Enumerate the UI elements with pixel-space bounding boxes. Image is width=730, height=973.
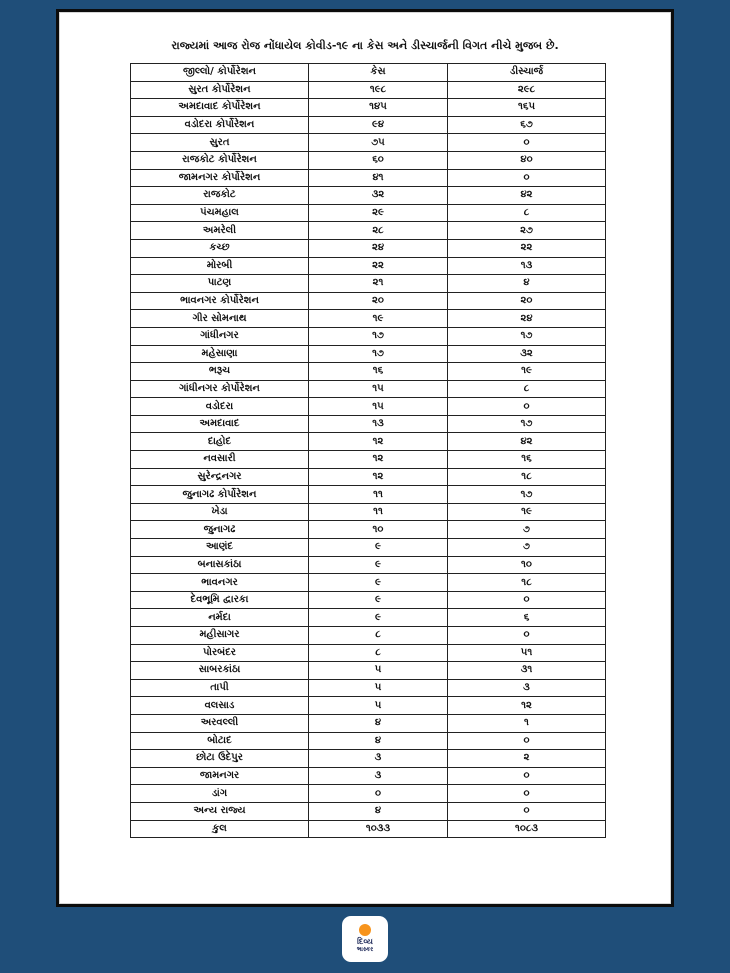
header-district: જીલ્લો/ કોર્પોરેશન xyxy=(131,64,309,82)
cell-cases: ૬૦ xyxy=(309,151,448,169)
table-row xyxy=(131,627,606,645)
cell-cases: ૧૫ xyxy=(309,398,448,416)
table-row xyxy=(131,116,606,134)
cell-cases: ૯ xyxy=(309,574,448,592)
table-row xyxy=(131,750,606,768)
cell-district: સાબરકાંઠા xyxy=(131,662,309,680)
cell-district: સુરત xyxy=(131,134,309,152)
cell-district: અમરેલી xyxy=(131,222,309,240)
cell-cases: ૧૦૩૩ xyxy=(309,820,448,838)
cell-discharge: ૧૮ xyxy=(448,574,606,592)
table-row xyxy=(131,486,606,504)
cell-discharge: ૧૦૮૩ xyxy=(448,820,606,838)
cell-district: નવસારી xyxy=(131,451,309,469)
table-row xyxy=(131,574,606,592)
table-row xyxy=(131,327,606,345)
cell-cases: ૧૨ xyxy=(309,433,448,451)
cell-cases: ૧૨ xyxy=(309,451,448,469)
cell-cases: ૦ xyxy=(309,785,448,803)
cell-discharge: ૩૨ xyxy=(448,345,606,363)
cell-district: જામનગર xyxy=(131,767,309,785)
cell-district: અન્ય રાજ્ય xyxy=(131,802,309,820)
cell-district: ભાવનગર xyxy=(131,574,309,592)
document-frame xyxy=(56,9,674,907)
header-discharge: ડીસ્ચાર્જ xyxy=(448,64,606,82)
cell-cases: ૧૭ xyxy=(309,345,448,363)
logo-text-line1: દિવ્ય xyxy=(357,937,373,946)
cell-cases: ૨૨ xyxy=(309,257,448,275)
cell-district: નર્મદા xyxy=(131,609,309,627)
document-title: રાજ્યમાં આજ રોજ નોંધાયેલ કોવીડ-૧૯ ના કેસ અને ડીસ્ચાર્જની વિગત નીચે મુજબ છે. xyxy=(171,39,559,52)
table-row xyxy=(131,204,606,222)
cell-discharge: ૦ xyxy=(448,802,606,820)
cell-district: સુરત કોર્પોરેશન xyxy=(131,81,309,99)
cell-cases: ૧૪૫ xyxy=(309,99,448,117)
table-row xyxy=(131,433,606,451)
cell-cases: ૮ xyxy=(309,644,448,662)
cell-cases: ૧૧ xyxy=(309,486,448,504)
cell-district: પોરબંદર xyxy=(131,644,309,662)
cell-cases: ૫ xyxy=(309,679,448,697)
cell-cases: ૩ xyxy=(309,750,448,768)
logo-dot-icon xyxy=(359,924,371,936)
cell-discharge: ૦ xyxy=(448,785,606,803)
table-row xyxy=(131,503,606,521)
cell-district: રાજકોટ xyxy=(131,187,309,205)
cell-cases: ૨૮ xyxy=(309,222,448,240)
cell-cases: ૪ xyxy=(309,732,448,750)
table-row xyxy=(131,257,606,275)
cell-district: તાપી xyxy=(131,679,309,697)
cell-discharge: ૧ xyxy=(448,714,606,732)
table-row xyxy=(131,714,606,732)
cell-cases: ૫ xyxy=(309,697,448,715)
cell-district: બોટાદ xyxy=(131,732,309,750)
table-row xyxy=(131,767,606,785)
cell-discharge: ૮ xyxy=(448,204,606,222)
table-row xyxy=(131,380,606,398)
cell-district: વડોદરા xyxy=(131,398,309,416)
cell-cases: ૧૨ xyxy=(309,468,448,486)
cell-discharge: ૬૭ xyxy=(448,116,606,134)
table-row xyxy=(131,415,606,433)
cell-discharge: ૩ xyxy=(448,679,606,697)
cell-discharge: ૦ xyxy=(448,169,606,187)
cell-discharge: ૨૭ xyxy=(448,222,606,240)
table-row xyxy=(131,591,606,609)
table-row xyxy=(131,556,606,574)
cell-district: ગાંધીનગર xyxy=(131,327,309,345)
cell-discharge: ૪ xyxy=(448,275,606,293)
cell-discharge: ૨૨ xyxy=(448,239,606,257)
cell-discharge: ૦ xyxy=(448,134,606,152)
table-row xyxy=(131,169,606,187)
table-row xyxy=(131,99,606,117)
cell-discharge: ૧૭ xyxy=(448,486,606,504)
cell-discharge: ૨ xyxy=(448,750,606,768)
table-row xyxy=(131,468,606,486)
logo-text-line2: ભાસ્કર xyxy=(356,946,374,953)
cell-district: અમદાવાદ xyxy=(131,415,309,433)
cell-district: જુનાગઢ xyxy=(131,521,309,539)
cell-district: વલસાડ xyxy=(131,697,309,715)
cell-cases: ૫ xyxy=(309,662,448,680)
cell-discharge: ૩૧ xyxy=(448,662,606,680)
cell-cases: ૧૭ xyxy=(309,327,448,345)
table-header-row xyxy=(131,64,606,82)
cell-district: મોરબી xyxy=(131,257,309,275)
table-row xyxy=(131,398,606,416)
table-row xyxy=(131,363,606,381)
table-row xyxy=(131,345,606,363)
cell-district: ગીર સોમનાથ xyxy=(131,310,309,328)
cell-cases: ૯ xyxy=(309,609,448,627)
cell-district: છોટા ઉદેપુર xyxy=(131,750,309,768)
cell-district: જુનાગઢ કોર્પોરેશન xyxy=(131,486,309,504)
table-row xyxy=(131,187,606,205)
cell-discharge: ૦ xyxy=(448,591,606,609)
table-row xyxy=(131,609,606,627)
table-row xyxy=(131,81,606,99)
table-row xyxy=(131,785,606,803)
cell-district: રાજકોટ કોર્પોરેશન xyxy=(131,151,309,169)
cell-discharge: ૧૭ xyxy=(448,327,606,345)
cell-discharge: ૧૩ xyxy=(448,257,606,275)
divya-bhaskar-logo xyxy=(342,916,388,962)
cell-discharge: ૨૯૮ xyxy=(448,81,606,99)
cell-discharge: ૨૦ xyxy=(448,292,606,310)
cell-cases: ૨૧ xyxy=(309,275,448,293)
cell-cases: ૨૦ xyxy=(309,292,448,310)
cell-discharge: ૧૬૫ xyxy=(448,99,606,117)
cell-district: બનાસકાંઠા xyxy=(131,556,309,574)
cell-district: જામનગર કોર્પોરેશન xyxy=(131,169,309,187)
cell-cases: ૪ xyxy=(309,714,448,732)
cell-discharge: ૦ xyxy=(448,767,606,785)
cell-discharge: ૦ xyxy=(448,398,606,416)
cell-cases: ૨૯ xyxy=(309,204,448,222)
cell-district: આણંદ xyxy=(131,539,309,557)
cell-district: મહેસાણા xyxy=(131,345,309,363)
cell-cases: ૯ xyxy=(309,591,448,609)
table-row xyxy=(131,679,606,697)
table-row xyxy=(131,275,606,293)
header-cases: કેસ xyxy=(309,64,448,82)
cell-district: મહીસાગર xyxy=(131,627,309,645)
cell-discharge: ૬ xyxy=(448,609,606,627)
table-row xyxy=(131,662,606,680)
cell-discharge: ૧૯ xyxy=(448,503,606,521)
cell-district: અરવલ્લી xyxy=(131,714,309,732)
cell-cases: ૭૫ xyxy=(309,134,448,152)
cell-cases: ૩૨ xyxy=(309,187,448,205)
cell-cases: ૯ xyxy=(309,556,448,574)
table-total-row xyxy=(131,820,606,838)
cell-discharge: ૧૭ xyxy=(448,415,606,433)
table-row xyxy=(131,292,606,310)
cell-cases: ૧૬ xyxy=(309,363,448,381)
cell-discharge: ૧૮ xyxy=(448,468,606,486)
cell-discharge: ૭ xyxy=(448,521,606,539)
table-row xyxy=(131,697,606,715)
cell-district: કુલ xyxy=(131,820,309,838)
cell-cases: ૨૪ xyxy=(309,239,448,257)
cell-district: પંચમહાલ xyxy=(131,204,309,222)
table-row xyxy=(131,451,606,469)
table-row xyxy=(131,310,606,328)
cell-cases: ૧૩ xyxy=(309,415,448,433)
cell-district: પાટણ xyxy=(131,275,309,293)
cell-cases: ૧૦ xyxy=(309,521,448,539)
table-row xyxy=(131,134,606,152)
cell-cases: ૧૧ xyxy=(309,503,448,521)
cell-discharge: ૧૦ xyxy=(448,556,606,574)
document-page xyxy=(59,12,671,904)
cell-district: વડોદરા કોર્પોરેશન xyxy=(131,116,309,134)
cell-district: કચ્છ xyxy=(131,239,309,257)
cell-discharge: ૮ xyxy=(448,380,606,398)
cell-cases: ૩ xyxy=(309,767,448,785)
cell-discharge: ૪૨ xyxy=(448,187,606,205)
table-row xyxy=(131,644,606,662)
table-row xyxy=(131,151,606,169)
table-row xyxy=(131,239,606,257)
cell-discharge: ૫૧ xyxy=(448,644,606,662)
cell-cases: ૯૪ xyxy=(309,116,448,134)
table-row xyxy=(131,222,606,240)
cell-cases: ૪ xyxy=(309,802,448,820)
cell-discharge: ૪૨ xyxy=(448,433,606,451)
cell-cases: ૧૯૮ xyxy=(309,81,448,99)
cell-cases: ૮ xyxy=(309,627,448,645)
cell-cases: ૧૫ xyxy=(309,380,448,398)
cell-discharge: ૪૦ xyxy=(448,151,606,169)
cell-cases: ૪૧ xyxy=(309,169,448,187)
table-row xyxy=(131,802,606,820)
cell-discharge: ૭ xyxy=(448,539,606,557)
table-row xyxy=(131,539,606,557)
cell-district: ગાંધીનગર કોર્પોરેશન xyxy=(131,380,309,398)
cell-discharge: ૧૯ xyxy=(448,363,606,381)
cell-district: દેવભૂમિ દ્વારકા xyxy=(131,591,309,609)
cell-district: ખેડા xyxy=(131,503,309,521)
cell-district: સુરેન્દ્રનગર xyxy=(131,468,309,486)
cell-district: અમદાવાદ કોર્પોરેશન xyxy=(131,99,309,117)
cell-discharge: ૦ xyxy=(448,732,606,750)
cell-discharge: ૦ xyxy=(448,627,606,645)
cell-district: દાહોદ xyxy=(131,433,309,451)
table-row xyxy=(131,732,606,750)
cell-district: ભાવનગર કોર્પોરેશન xyxy=(131,292,309,310)
covid-cases-table xyxy=(130,63,606,838)
cell-discharge: ૧૬ xyxy=(448,451,606,469)
cell-district: ડાંગ xyxy=(131,785,309,803)
cell-discharge: ૨૪ xyxy=(448,310,606,328)
cell-district: ભરૂચ xyxy=(131,363,309,381)
table-row xyxy=(131,521,606,539)
cell-cases: ૯ xyxy=(309,539,448,557)
cell-discharge: ૧૨ xyxy=(448,697,606,715)
cell-cases: ૧૯ xyxy=(309,310,448,328)
